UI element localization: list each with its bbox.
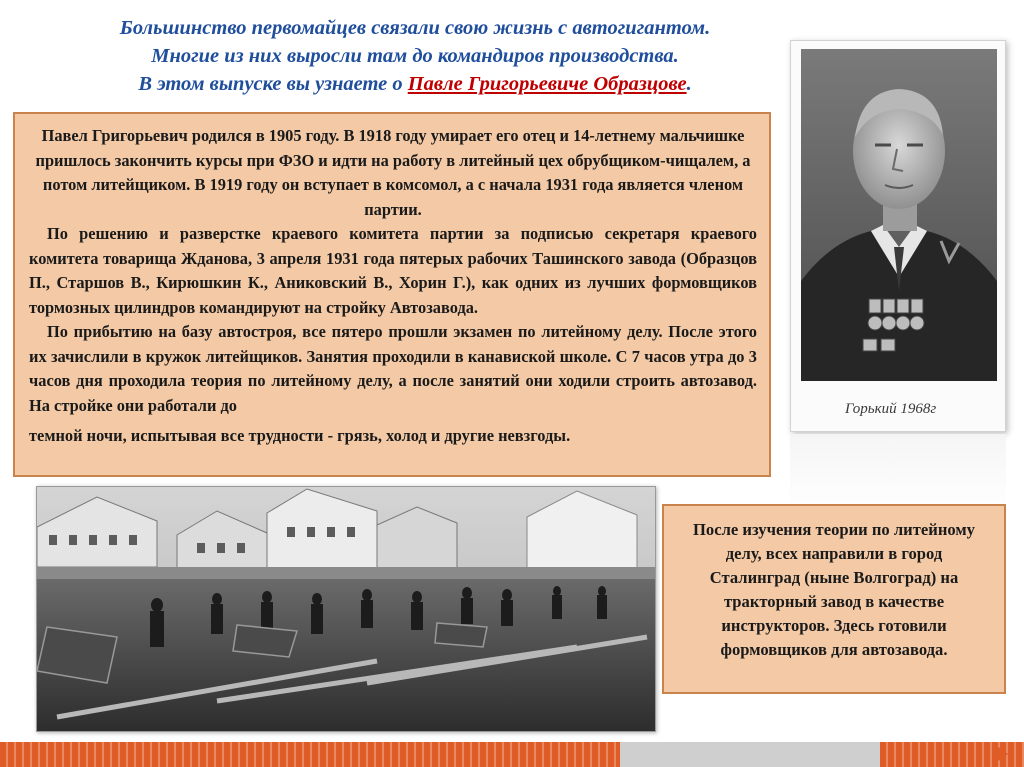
header-highlight-name: Павле Григорьевиче Образцове — [407, 73, 687, 95]
header — [10, 14, 820, 98]
decorative-footer-strip — [0, 742, 1024, 767]
portrait-photo — [790, 40, 1006, 432]
side-note-text: После изучения теории по литейному делу, всех направили в город Сталинград (ныне Волгоград) на тракторный завод в качестве инструкторов. Здесь готовили формовщиков для автозавода. — [693, 520, 975, 659]
portrait-image — [791, 41, 1007, 433]
footer-gray-band — [620, 742, 880, 767]
portrait-reflection — [790, 434, 1006, 514]
biography-paragraph-2: По решению и разверстке краевого комитета партии за подписью секретаря краевого комитета товарища Жданова, 3 апреля 1931 года пятерых рабочих Ташинского завода (Образцов П., Старшов В., Кирюшкин К., Аниковский В., Хорин Г.), как одних из лучших формовщиков тормозных цилиндров командируют на стройку Автозавода. — [29, 224, 757, 317]
biography-paragraph-3: По прибытию на базу автостроя, все пятеро прошли экзамен по литейному делу. После этого их зачислили в кружок литейщиков. Занятия проходили в канавиской школе. С 7 часов утра до 3 часов дня проходила теория по литейному делу, а после занятий они ходили строить автозавод. На стройке они работали до — [29, 322, 757, 415]
header-line-3 — [10, 70, 820, 98]
portrait-caption: Горький 1968г — [845, 401, 937, 417]
construction-photo — [36, 486, 656, 732]
header-line-2: Многие из них выросли там до командиров производства. — [151, 45, 679, 67]
side-note-box — [662, 504, 1006, 694]
biography-paragraph-1: Павел Григорьевич родился в 1905 году. В 1918 году умирает его отец и 14-летнему мальчишке пришлось закончить курсы при ФЗО и идти на работу в литейный цех обрубщиком-чищалем, а потом литейщиком. В 1919 году он вступает в комсомол, а с начала 1931 года является членом партии. — [35, 126, 751, 219]
construction-photo-image — [37, 487, 656, 732]
header-line-3-suffix: . — [686, 73, 692, 95]
header-line-1: Большинство первомайцев связали свою жизнь с автогигантом. — [119, 17, 711, 39]
biography-paragraph-4: темной ночи, испытывая все трудности - грязь, холод и другие невзгоды. — [29, 426, 571, 445]
footer-arrow-icon — [994, 744, 1008, 764]
header-line-3-prefix: В этом выпуске вы узнаете о — [138, 73, 408, 95]
biography-box — [13, 112, 771, 477]
